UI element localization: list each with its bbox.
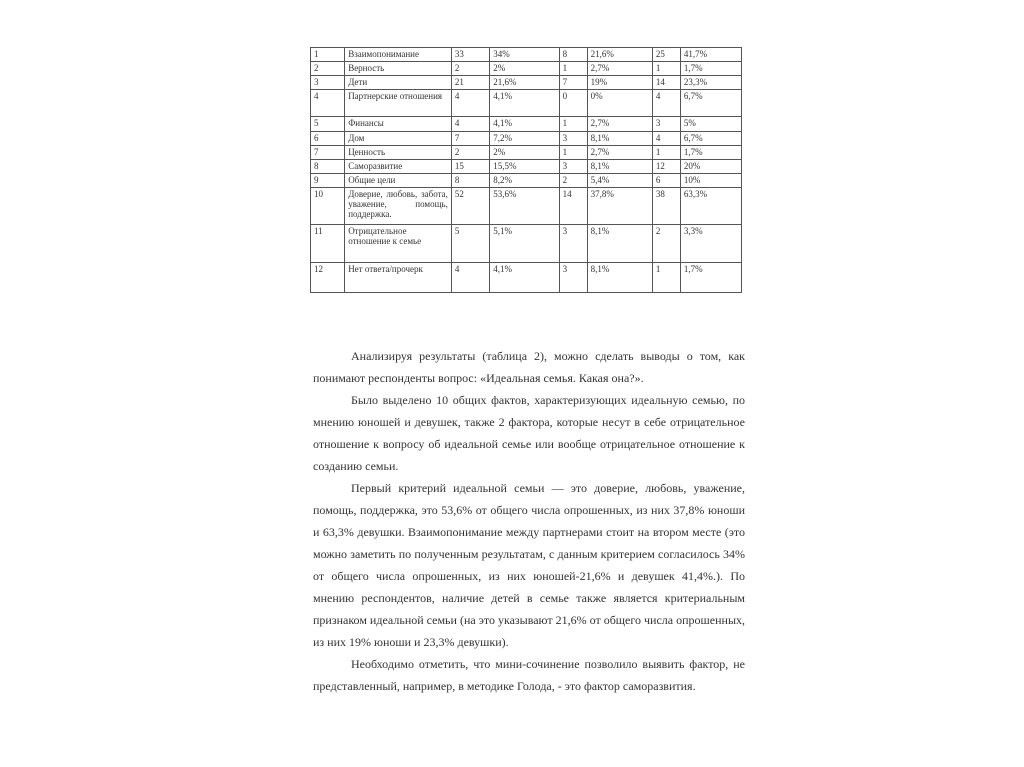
girls-percent-cell: 1,7% bbox=[680, 263, 741, 293]
table-row bbox=[311, 174, 742, 188]
body-text bbox=[313, 345, 745, 697]
factor-name-cell: Ценность bbox=[345, 146, 452, 160]
total-count-cell: 15 bbox=[451, 160, 489, 174]
paragraph-factors: Было выделено 10 общих фактов, характеризующих идеальную семью, по мнению юношей и девушек, также 2 фактора, которые несут в себе отрицательное отношение к вопросу об идеальной семье или вообще отрицательное отношение к созданию семьи. bbox=[313, 393, 745, 473]
factor-name-cell: Верность bbox=[345, 62, 452, 76]
total-percent-cell: 5,1% bbox=[490, 225, 559, 263]
girls-count-cell: 4 bbox=[652, 132, 680, 146]
girls-count-cell: 3 bbox=[652, 117, 680, 132]
total-count-cell: 2 bbox=[451, 146, 489, 160]
girls-percent-cell: 23,3% bbox=[680, 76, 741, 90]
girls-count-cell: 1 bbox=[652, 263, 680, 293]
factor-name-cell: Дом bbox=[345, 132, 452, 146]
total-count-cell: 8 bbox=[451, 174, 489, 188]
girls-count-cell: 6 bbox=[652, 174, 680, 188]
girls-count-cell: 1 bbox=[652, 62, 680, 76]
row-number-cell: 7 bbox=[311, 146, 345, 160]
total-percent-cell: 34% bbox=[490, 48, 559, 62]
girls-count-cell: 4 bbox=[652, 90, 680, 117]
girls-count-cell: 14 bbox=[652, 76, 680, 90]
table-row bbox=[311, 117, 742, 132]
row-number-cell: 5 bbox=[311, 117, 345, 132]
boys-percent-cell: 19% bbox=[587, 76, 652, 90]
factor-name-cell: Отрицательное отношение к семье bbox=[345, 225, 452, 263]
total-percent-cell: 4,1% bbox=[490, 263, 559, 293]
paragraph-conclusion: Необходимо отметить, что мини-сочинение позволило выявить фактор, не представленный, например, в методике Голода, - это фактор саморазвития. bbox=[313, 657, 745, 693]
row-number-cell: 10 bbox=[311, 188, 345, 225]
boys-count-cell: 1 bbox=[559, 117, 587, 132]
table-row bbox=[311, 90, 742, 117]
factor-name-cell: Доверие, любовь, забота, уважение, помощь, поддержка. bbox=[345, 188, 452, 225]
girls-count-cell: 12 bbox=[652, 160, 680, 174]
table-row bbox=[311, 62, 742, 76]
boys-count-cell: 1 bbox=[559, 62, 587, 76]
paragraph-first-criterion: Первый критерий идеальной семьи — это доверие, любовь, уважение, помощь, поддержка, это 53,6% от общего числа опрошенных, из них 37,8% юноши и 63,3% девушки. Взаимопонимание между партнерами стоит на втором месте (это можно заметить по полученным результатам, с данным критерием согласилось 34% от общего числа опрошенных, из них юношей-21,6% и девушек 41,4%.). По мнению респондентов, наличие детей в семье также является критериальным признаком идеальной семьи (на это указывают 21,6% от общего числа опрошенных, из них 19% юноши и 23,3% девушки). bbox=[313, 481, 745, 649]
results-table-body bbox=[311, 48, 742, 293]
table-row bbox=[311, 225, 742, 263]
total-percent-cell: 53,6% bbox=[490, 188, 559, 225]
boys-count-cell: 14 bbox=[559, 188, 587, 225]
boys-percent-cell: 0% bbox=[587, 90, 652, 117]
table-row bbox=[311, 263, 742, 293]
boys-percent-cell: 2,7% bbox=[587, 62, 652, 76]
boys-percent-cell: 8,1% bbox=[587, 132, 652, 146]
girls-percent-cell: 63,3% bbox=[680, 188, 741, 225]
boys-count-cell: 8 bbox=[559, 48, 587, 62]
factor-name-cell: Взаимопонимание bbox=[345, 48, 452, 62]
total-percent-cell: 8,2% bbox=[490, 174, 559, 188]
row-number-cell: 4 bbox=[311, 90, 345, 117]
results-table bbox=[310, 47, 742, 293]
boys-percent-cell: 2,7% bbox=[587, 146, 652, 160]
row-number-cell: 1 bbox=[311, 48, 345, 62]
total-count-cell: 21 bbox=[451, 76, 489, 90]
girls-percent-cell: 1,7% bbox=[680, 146, 741, 160]
boys-percent-cell: 8,1% bbox=[587, 160, 652, 174]
total-percent-cell: 2% bbox=[490, 62, 559, 76]
boys-count-cell: 7 bbox=[559, 76, 587, 90]
factor-name-cell: Финансы bbox=[345, 117, 452, 132]
total-percent-cell: 21,6% bbox=[490, 76, 559, 90]
boys-count-cell: 0 bbox=[559, 90, 587, 117]
total-count-cell: 4 bbox=[451, 90, 489, 117]
total-count-cell: 33 bbox=[451, 48, 489, 62]
table-row bbox=[311, 76, 742, 90]
girls-percent-cell: 3,3% bbox=[680, 225, 741, 263]
boys-count-cell: 3 bbox=[559, 132, 587, 146]
row-number-cell: 11 bbox=[311, 225, 345, 263]
girls-count-cell: 1 bbox=[652, 146, 680, 160]
total-percent-cell: 2% bbox=[490, 146, 559, 160]
girls-percent-cell: 6,7% bbox=[680, 132, 741, 146]
factor-name-cell: Общие цели bbox=[345, 174, 452, 188]
row-number-cell: 3 bbox=[311, 76, 345, 90]
total-count-cell: 52 bbox=[451, 188, 489, 225]
boys-percent-cell: 8,1% bbox=[587, 225, 652, 263]
table-row bbox=[311, 160, 742, 174]
boys-count-cell: 3 bbox=[559, 263, 587, 293]
girls-count-cell: 38 bbox=[652, 188, 680, 225]
boys-percent-cell: 8,1% bbox=[587, 263, 652, 293]
boys-count-cell: 1 bbox=[559, 146, 587, 160]
table-row bbox=[311, 188, 742, 225]
row-number-cell: 12 bbox=[311, 263, 345, 293]
total-count-cell: 7 bbox=[451, 132, 489, 146]
boys-count-cell: 3 bbox=[559, 160, 587, 174]
table-row bbox=[311, 146, 742, 160]
girls-percent-cell: 5% bbox=[680, 117, 741, 132]
total-percent-cell: 15,5% bbox=[490, 160, 559, 174]
total-count-cell: 4 bbox=[451, 263, 489, 293]
boys-count-cell: 2 bbox=[559, 174, 587, 188]
girls-percent-cell: 20% bbox=[680, 160, 741, 174]
total-percent-cell: 7,2% bbox=[490, 132, 559, 146]
total-percent-cell: 4,1% bbox=[490, 117, 559, 132]
girls-percent-cell: 41,7% bbox=[680, 48, 741, 62]
boys-percent-cell: 21,6% bbox=[587, 48, 652, 62]
total-count-cell: 4 bbox=[451, 117, 489, 132]
boys-percent-cell: 37,8% bbox=[587, 188, 652, 225]
total-percent-cell: 4,1% bbox=[490, 90, 559, 117]
boys-percent-cell: 2,7% bbox=[587, 117, 652, 132]
boys-percent-cell: 5,4% bbox=[587, 174, 652, 188]
table-row bbox=[311, 132, 742, 146]
table-row bbox=[311, 48, 742, 62]
factor-name-cell: Саморазвитие bbox=[345, 160, 452, 174]
girls-percent-cell: 6,7% bbox=[680, 90, 741, 117]
row-number-cell: 9 bbox=[311, 174, 345, 188]
girls-percent-cell: 10% bbox=[680, 174, 741, 188]
girls-count-cell: 2 bbox=[652, 225, 680, 263]
girls-percent-cell: 1,7% bbox=[680, 62, 741, 76]
total-count-cell: 5 bbox=[451, 225, 489, 263]
row-number-cell: 8 bbox=[311, 160, 345, 174]
total-count-cell: 2 bbox=[451, 62, 489, 76]
boys-count-cell: 3 bbox=[559, 225, 587, 263]
girls-count-cell: 25 bbox=[652, 48, 680, 62]
row-number-cell: 2 bbox=[311, 62, 345, 76]
paragraph-analysis-intro: Анализируя результаты (таблица 2), можно сделать выводы о том, как понимают респонденты вопрос: «Идеальная семья. Какая она?». bbox=[313, 349, 745, 385]
factor-name-cell: Партнерские отношения bbox=[345, 90, 452, 117]
factor-name-cell: Дети bbox=[345, 76, 452, 90]
row-number-cell: 6 bbox=[311, 132, 345, 146]
factor-name-cell: Нет ответа/прочерк bbox=[345, 263, 452, 293]
